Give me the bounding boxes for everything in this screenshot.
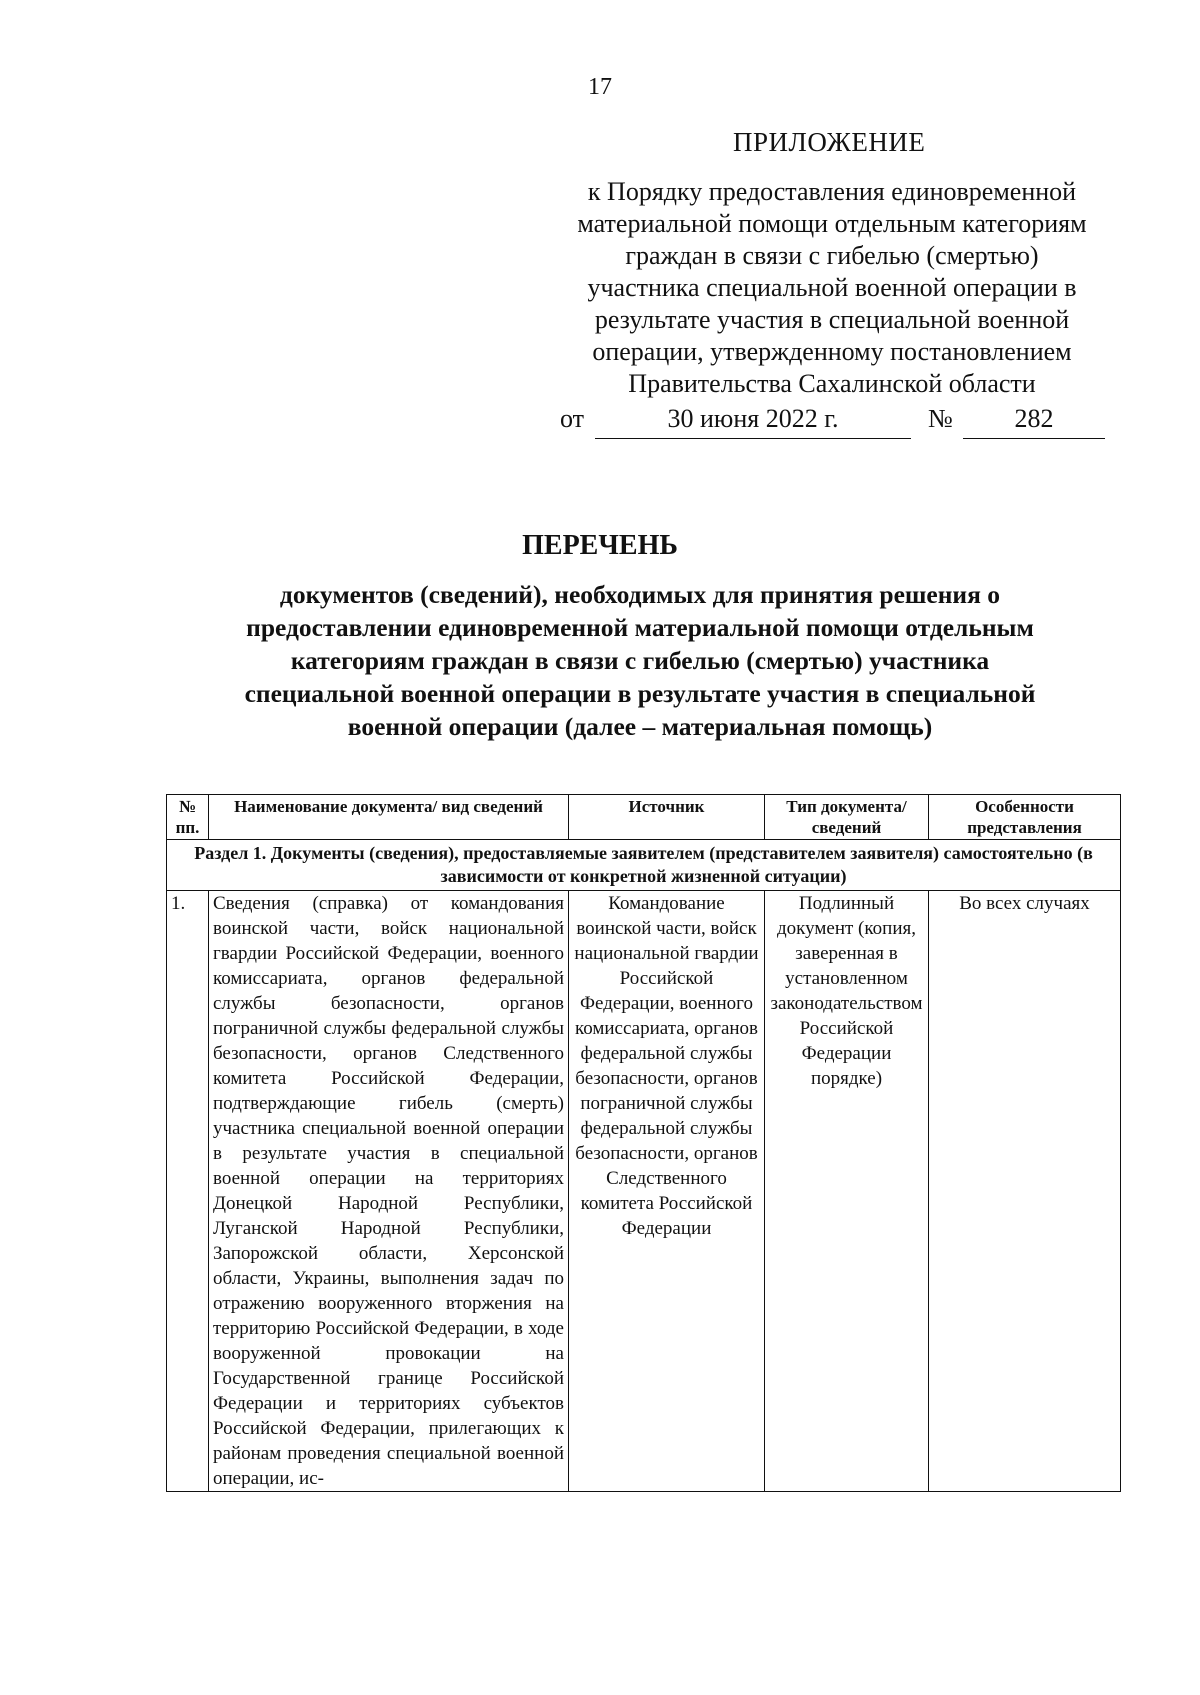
appendix-line: материальной помощи отдельным категориям [577, 209, 1087, 238]
appendix-line: граждан в связи с гибелью (смертью) [625, 241, 1039, 270]
appendix-line: операции, утвержденному постановлением [592, 337, 1072, 366]
appendix-line: Правительства Сахалинской области [628, 369, 1036, 398]
appendix-title: ПРИЛОЖЕНИЕ [733, 127, 926, 157]
date-prefix: от [560, 404, 585, 433]
subtitle-line: предоставлении единовременной материальной помощи отдельным [246, 613, 1034, 642]
list-subtitle [170, 578, 1110, 743]
appendix-reference [548, 176, 1116, 400]
document-notes: Во всех случаях [929, 891, 1121, 1492]
header-name: Наименование документа/ вид сведений [209, 795, 569, 840]
resolution-date-row [560, 404, 1120, 440]
appendix-line: результате участия в специальной военной [594, 305, 1070, 334]
appendix-line: участника специальной военной операции в [587, 273, 1077, 302]
subtitle-line: военной операции (далее – материальная помощь) [347, 712, 933, 741]
header-num: № пп. [167, 795, 209, 840]
section-title: Раздел 1. Документы (сведения), предоставляемые заявителем (представителем заявителя) самостоятельно (в зависимости от конкретной жизненной ситуации) [167, 840, 1121, 891]
document-source: Командование воинской части, войск национальной гвардии Российской Федерации, военного комиссариата, органов федеральной службы безопасности, органов пограничной службы федеральной службы безопасности, органов Следственного комитета Российской Федерации [569, 891, 765, 1492]
subtitle-line: специальной военной операции в результате участия в специальной [244, 679, 1036, 708]
document-name: Сведения (справка) от командования воинской части, войск национальной гвардии Российской Федерации, военного комиссариата, органов федеральной службы безопасности, органов пограничной службы федеральной службы безопасности, органов Следственного комитета Российской Федерации, подтверждающие гибель (смерть) участника специальной военной операции в результате участия в специальной военной операции на территориях Донецкой Народной Республики, Луганской Народной Республики, Запорожской области, Херсонской области, Украины, выполнения задач по отражению вооруженного вторжения на территорию Российской Федерации, в ходе вооруженной провокации на Государственной границе Российской Федерации и территориях субъектов Российской Федерации, прилегающих к районам проведения специальной военной операции, ис- [209, 891, 569, 1492]
appendix-line: к Порядку предоставления единовременной [587, 177, 1077, 206]
header-source: Источник [569, 795, 765, 840]
header-notes: Особенности представления [929, 795, 1121, 840]
header-type: Тип документа/ сведений [765, 795, 929, 840]
resolution-date: 30 июня 2022 г. [595, 404, 911, 439]
document-type: Подлинный документ (копия, заверенная в установленном законодательством Российской Федерации порядке) [765, 891, 929, 1492]
section-row [167, 840, 1121, 891]
subtitle-line: категориям граждан в связи с гибелью (смертью) участника [290, 646, 990, 675]
table-header-row [167, 795, 1121, 840]
resolution-number: 282 [963, 404, 1105, 439]
page-number: 17 [588, 74, 612, 100]
table-row [167, 891, 1121, 1492]
documents-table [166, 794, 1121, 1492]
subtitle-line: документов (сведений), необходимых для принятия решения о [279, 580, 1001, 609]
list-title: ПЕРЕЧЕНЬ [522, 530, 678, 561]
number-prefix: № [928, 404, 953, 433]
row-number: 1. [167, 891, 209, 1492]
